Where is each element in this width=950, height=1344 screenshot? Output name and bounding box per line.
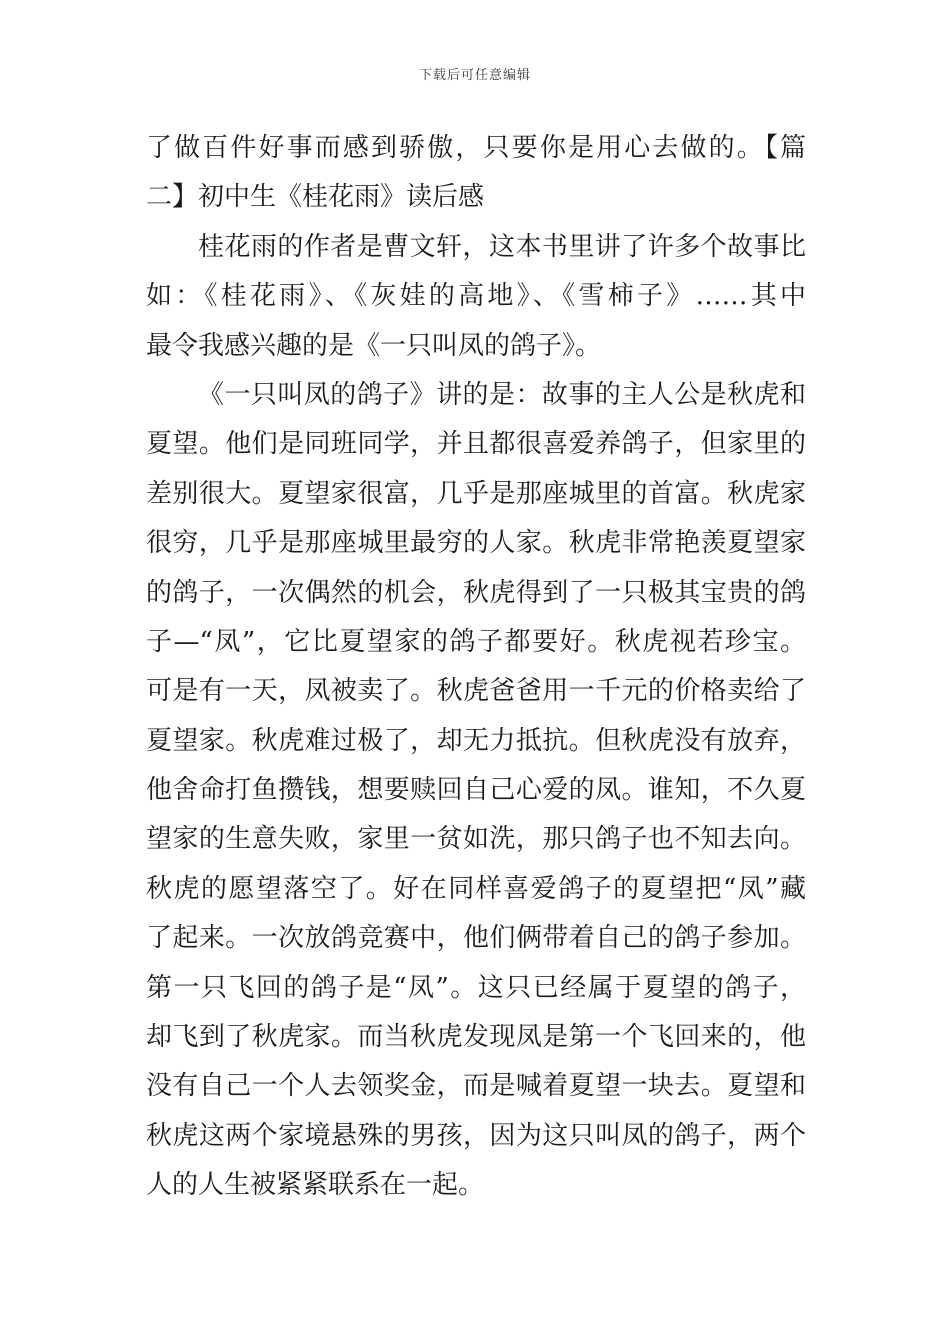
- section-heading-line: 二】初中生《桂花雨》读后感: [146, 182, 485, 213]
- text-line: 差别很大。夏望家很富，几乎是那座城里的首富。秋虎家: [146, 478, 806, 509]
- text-line: 夏望。他们是同班同学，并且都很喜爱养鸽子，但家里的: [146, 429, 806, 460]
- text-line: 人的人生被紧紧联系在一起。: [146, 1170, 485, 1201]
- text-line: 如：《桂花雨》、《灰娃的高地》、《雪柿子》……其中: [146, 281, 806, 312]
- text-line: 很穷，几乎是那座城里最穷的人家。秋虎非常艳羡夏望家: [146, 528, 806, 559]
- document-body: [146, 124, 806, 1211]
- text-line: 子—“凤”，它比夏望家的鸽子都要好。秋虎视若珍宝。: [146, 626, 806, 657]
- text-line: 了做百件好事而感到骄傲，只要你是用心去做的。【篇: [146, 133, 806, 163]
- text-line: 望家的生意失败，家里一贫如洗，那只鸽子也不知去向。: [146, 824, 806, 855]
- text-line: 没有自己一个人去领奖金，而是喊着夏望一块去。夏望和: [146, 1071, 806, 1102]
- text-line: 他舍命打鱼攒钱，想要赎回自己心爱的凤。谁知，不久夏: [146, 775, 806, 806]
- page-header: 下载后可任意编辑: [418, 68, 531, 83]
- text-line: 秋虎的愿望落空了。好在同样喜爱鸽子的夏望把“凤”藏: [146, 873, 806, 904]
- text-line: 的鸽子，一次偶然的机会，秋虎得到了一只极其宝贵的鸽: [146, 577, 806, 608]
- text-line: 可是有一天，凤被卖了。秋虎爸爸用一千元的价格卖给了: [146, 676, 806, 707]
- text-line: 最令我感兴趣的是《一只叫凤的鸽子》。: [146, 330, 602, 361]
- text-line: 秋虎这两个家境悬殊的男孩，因为这只叫凤的鸽子，两个: [146, 1120, 806, 1151]
- paragraph-first-line: 《一只叫凤的鸽子》讲的是：故事的主人公是秋虎和: [198, 379, 806, 410]
- text-line: 却飞到了秋虎家。而当秋虎发现凤是第一个飞回来的，他: [146, 1022, 806, 1053]
- text-line: 了起来。一次放鸽竞赛中，他们俩带着自己的鸽子参加。: [146, 923, 806, 954]
- paragraph-first-line: 桂花雨的作者是曹文轩，这本书里讲了许多个故事比: [198, 231, 806, 262]
- text-line: 夏望家。秋虎难过极了，却无力抵抗。但秋虎没有放弃，: [146, 725, 806, 756]
- text-line: 第一只飞回的鸽子是“凤”。这只已经属于夏望的鸽子，: [146, 972, 806, 1003]
